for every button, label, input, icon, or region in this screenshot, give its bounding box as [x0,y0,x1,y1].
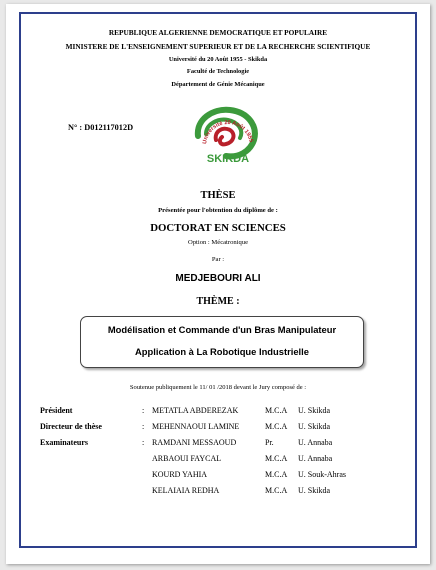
jury-name: METATLA ABDEREZAK [152,406,239,415]
university-line: Université du 20 Août 1955 - Skikda [168,56,268,63]
jury-colon: : [142,422,145,431]
jury-role: Président [40,406,73,415]
jury-row [6,406,430,420]
thesis-title-line-2: Application à La Robotique Industrielle [135,346,309,357]
jury-name: RAMDANI MESSAOUD [152,438,237,447]
university-logo [192,106,262,170]
republic-heading: REPUBLIQUE ALGERIENNE DEMOCRATIQUE ET POPULAIRE [108,28,328,37]
thesis-title-line-1: Modélisation et Commande d'un Bras Manipulateur [107,324,337,335]
jury-university: U. Annaba [298,454,333,463]
presented-line: Présentée pour l'obtention du diplôme de : [158,207,278,214]
document-page [6,4,430,564]
jury-role: Examinateurs [40,438,88,447]
jury-grade: M.C.A [265,406,288,415]
jury-row [6,438,430,452]
faculty-line: Faculté de Technologie [186,68,250,75]
degree-title: DOCTORAT EN SCIENCES [150,222,286,234]
theme-label: THÈME : [196,296,240,307]
by-line: Par : [211,256,225,263]
jury-university: U. Skikda [298,406,330,415]
jury-university: U. Skikda [298,422,330,431]
jury-name: KELAIAIA REDHA [152,486,220,495]
thesis-title-box [80,316,364,368]
jury-university: U. Skikda [298,486,330,495]
jury-name: KOURD YAHIA [152,470,208,479]
jury-row [6,470,430,484]
jury-row [6,454,430,468]
jury-name: MEHENNAOUI LAMINE [152,422,240,431]
author-name: MEDJEBOURI ALI [175,273,261,284]
jury-university: U. Annaba [298,438,333,447]
jury-university: U. Souk-Ahras [298,470,346,479]
jury-role: Directeur de thèse [40,422,102,431]
department-line: Département de Génie Mécanique [171,81,265,88]
jury-grade: M.C.A [265,486,288,495]
jury-grade: M.C.A [265,422,288,431]
logo-arc-text: Université 20 Août 1955 [202,119,254,145]
jury-colon: : [142,438,145,447]
jury-row [6,422,430,436]
logo-name-text: SKIKDA [206,153,250,165]
thesis-label: THÈSE [200,190,236,201]
option-line: Option : Mécatronique [187,239,249,246]
jury-grade: M.C.A [265,470,288,479]
jury-grade: Pr. [265,438,274,447]
ministry-heading: MINISTERE DE L'ENSEIGNEMENT SUPERIEUR ET DE LA RECHERCHE SCIENTIFIQUE [65,42,371,51]
jury-row [6,486,430,500]
jury-colon: : [142,406,145,415]
defense-line: Soutenue publiquement le 11/ 01 /2018 devant le Jury composé de : [129,384,307,391]
jury-grade: M.C.A [265,454,288,463]
jury-name: ARBAOUI FAYCAL [152,454,222,463]
thesis-number: N° : D012117012D [68,123,134,132]
